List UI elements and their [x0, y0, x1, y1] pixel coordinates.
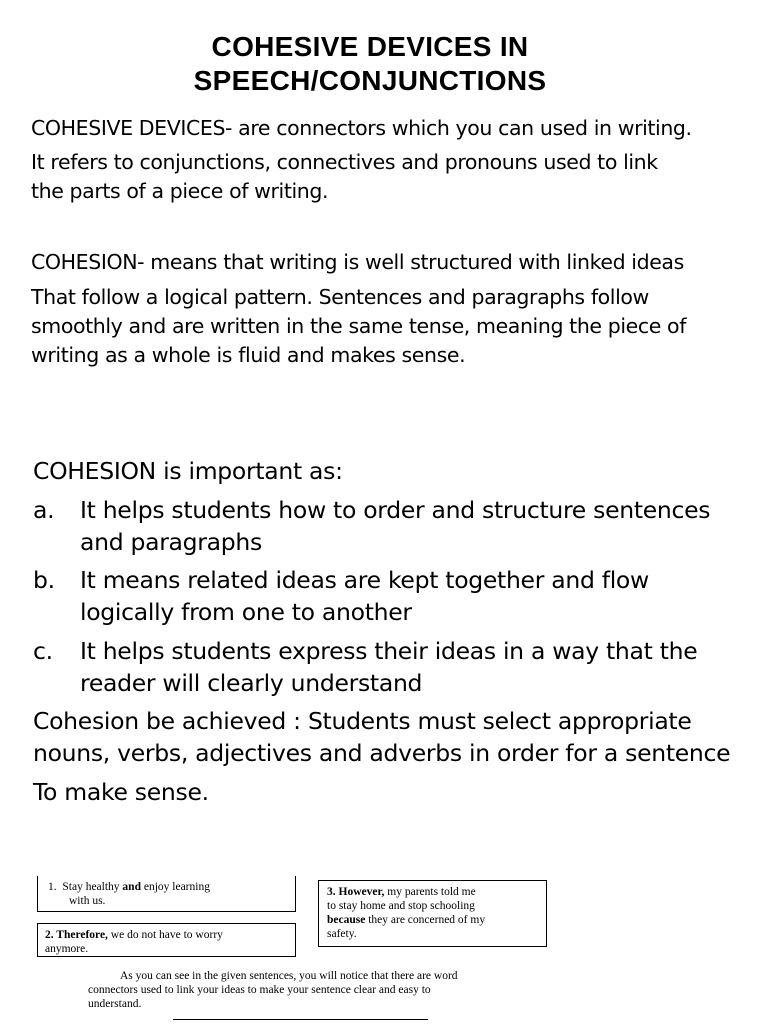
text-line: the parts of a piece of writing.: [31, 179, 329, 203]
example-text: they are concerned of my: [365, 914, 486, 926]
text-line: It helps students how to order and structure sentences: [80, 496, 711, 524]
connector-therefore: 2. Therefore,: [45, 929, 108, 941]
cohesive-devices-definition-cont: [31, 148, 658, 206]
text-line: logically from one to another: [80, 598, 412, 626]
text-line: COHESIVE DEVICES- are connectors which you can used in writing.: [31, 116, 692, 140]
connector-and: and: [122, 881, 141, 893]
text-line: It means related ideas are kept together and flow: [80, 566, 649, 594]
example-text: enjoy learning: [140, 881, 210, 893]
text-line: As you can see in the given sentences, you will notice that there are word: [120, 970, 458, 982]
example-text: anymore.: [45, 943, 89, 955]
text-line: reader will clearly understand: [80, 669, 423, 697]
text-line: It helps students express their ideas in a way that the: [80, 637, 698, 665]
text-line: nouns, verbs, adjectives and adverbs in order for a sentence: [33, 739, 731, 767]
text-line: smoothly and are written in the same tense, meaning the piece of: [31, 314, 687, 338]
text-line: COHESION- means that writing is well structured with linked ideas: [31, 250, 684, 274]
text-line: Cohesion be achieved : Students must select appropriate: [33, 707, 692, 735]
text-line: understand.: [88, 998, 142, 1010]
example-text: to stay home and stop schooling: [327, 900, 475, 912]
cohesion-definition: [31, 248, 684, 277]
example-box-3: [318, 880, 547, 947]
example-text: Stay healthy: [62, 881, 123, 893]
importance-heading: COHESION is important as:: [33, 457, 343, 485]
example-text: we do not have to worry: [107, 929, 223, 941]
cohesion-achieved-end: To make sense.: [33, 778, 209, 806]
text-line: It refers to conjunctions, connectives and pronouns used to link: [31, 150, 658, 174]
list-item-b: [0, 564, 768, 628]
list-marker: a.: [33, 496, 55, 524]
example-text: with us.: [69, 895, 106, 907]
page-title: [0, 30, 740, 98]
example-number: 1.: [48, 881, 57, 893]
cohesive-devices-definition: [31, 114, 692, 143]
list-item-a: [0, 494, 768, 558]
text-line: and paragraphs: [80, 528, 262, 556]
text-line: connectors used to link your ideas to make your sentence clear and easy to: [88, 984, 431, 996]
list-item-c: [0, 635, 768, 699]
example-box-1: [37, 876, 296, 912]
title-line-1: COHESIVE DEVICES IN: [211, 31, 529, 62]
connector-however: 3. However,: [327, 886, 385, 898]
example-note: [88, 969, 520, 1011]
title-line-2: SPEECH/CONJUNCTIONS: [193, 65, 547, 96]
example-box-2: [37, 923, 296, 957]
example-text: my parents told me: [384, 886, 476, 898]
example-text: safety.: [327, 928, 357, 940]
list-marker: b.: [33, 566, 55, 594]
text-line: writing as a whole is fluid and makes sense.: [31, 343, 466, 367]
connector-because: because: [327, 914, 366, 926]
list-marker: c.: [33, 637, 53, 665]
text-line: That follow a logical pattern. Sentences and paragraphs follow: [31, 285, 649, 309]
cohesion-definition-cont: [31, 283, 686, 370]
cohesion-achieved: [33, 705, 753, 769]
